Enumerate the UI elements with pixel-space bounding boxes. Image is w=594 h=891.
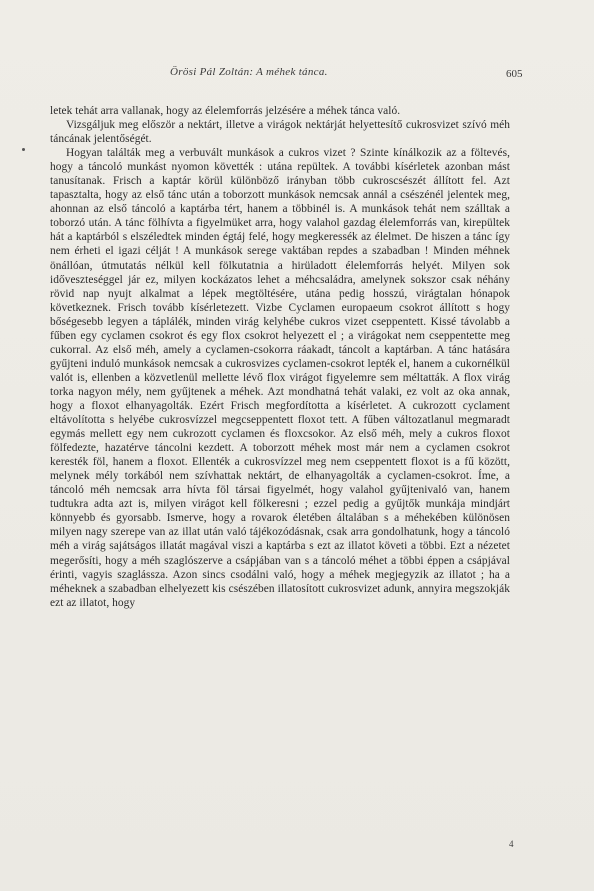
- margin-mark: [22, 148, 25, 151]
- signature-mark: 4: [509, 839, 514, 849]
- paragraph: letek tehát arra vallanak, hogy az élelemforrás jelzésére a méhek tánca való.: [50, 105, 401, 117]
- paragraph: Hogyan találták meg a verbuvált munkások a cukros vizet ? Szinte kínálkozik az a föltevés, hogy a táncoló munkást nyomon követték : utána repültek. A további kísérletek azonban mást tanusítanak. Frisch a kaptár körül különböző irányban több cukroscsészét állított fel. Azt tapasztalta, hogy az első tánc után a toborzott munkások nemcsak annál a csészénél jelentek meg, ahonnan az első táncoló a kaptárba tért, hanem a többinél is. A munkások tehát nem szálltak a toborzó után. A tánc fölhívta a figyelmüket arra, hogy valahol gazdag élelemforrás van, kirepültek hát a kaptárból s elszéledtek minden égtáj felé, hogy megkeressék az élelmet. De hiszen a tánc így nem érheti el igazi célját ! A munkások serege vaktában repdes a szabadban ! Minden méhnek önállóan, útmutatás nélkül kell fölkutatnia a hirüladott élelemforrás helyét. Milyen sok időveszteséggel jár ez, milyen kockázatos lehet a méhcsaládra, amelynek sokszor csak néhány rövid nap nyujt alkalmat a lépek megtöltésére, utána pedig hosszú, virágtalan hónapok következnek. Frisch tovább kísérletezett. Vizbe Cyclamen europaeum csokrot állított s hogy bőségesebb legyen a táplálék, minden virág kelyhébe cukros vizet cseppentett. Kissé távolabb a fűben egy cyclamen csokrot és egy flox csokrot helyezett el ; a virágokat nem cseppentette meg cukorral. Az első méh, amely a cyclamen-csokorra ráakadt, táncolt a kaptárban. A tánc hatására gyűjteni induló munkások nemcsak a cukrosvizes cyclamen-csokrot lepték el, hanem a cukornélkül valót is, ellenben a közvetlenül mellette lévő flox virágot figyelemre sem méltatták. A flox virág torka nagyon mély, nem gyűjtenek a méhek. Azt mondhatná tehát valaki, ez volt az oka annak, hogy a floxot elhanyagolták. Ezért Frisch megfordította a kísérletet. A cukrozott cyclament eltávolította s helyébe cukrosvízzel megcseppentett floxot tett. A fűben változatlanul megmaradt egymás mellett egy nem cukrozott cyclamen és floxcsokor. Az első méh, mely a cukros floxot fölfedezte, hazatérve táncolni kezdett. A toborzott méhek most már nem a cyclamen csokrot keresték föl, hanem a floxot. Ellenték a cukrosvízzel meg nem cseppentett floxot is a fű között, melynek mély torkából nem szívhattak nektárt, de elhanyagolták a cyclamen-csokrot. Íme, a táncoló méh nemcsak arra hívta föl társai figyelmét, hogy valahol gyűjtenivaló van, hanem tudtukra adta azt is, milyen virágot kell fölkeresni ; ezzel pedig a gyűjtők munkája mindjárt könnyebb és gyorsabb. Ismerve, hogy a rovarok életében általában s a méhekében különösen milyen nagy szerepe van az illat után való tájékozódásnak, csak arra gondolhatunk, hogy a táncoló méh a virág sajátságos illatát magával viszi a kaptárba s ezt az illatot követi a többi. Ezt a nézetet megerősíti, hogy a méh szaglószerve a csápjában van s a táncoló méhet a többi éppen a csápjával érinti, vagyis szaglássza. Azon sincs csodálni való, hogy a méhek megjegyzik az illatot ; ha a méheknek a szabadban elhelyezett kis csészében illatosított cukrosvizet adunk, annyira megszokják ezt az illatot, hogy: [50, 147, 510, 609]
- body-text: [50, 104, 510, 610]
- paragraph: Vizsgáljuk meg először a nektárt, illetve a virágok nektárját helyettesítő cukrosvizet szívó méh táncának jelentőségét.: [50, 119, 510, 146]
- page-number: 605: [506, 68, 523, 80]
- running-title: Örösi Pál Zoltán: A méhek tánca.: [170, 66, 328, 78]
